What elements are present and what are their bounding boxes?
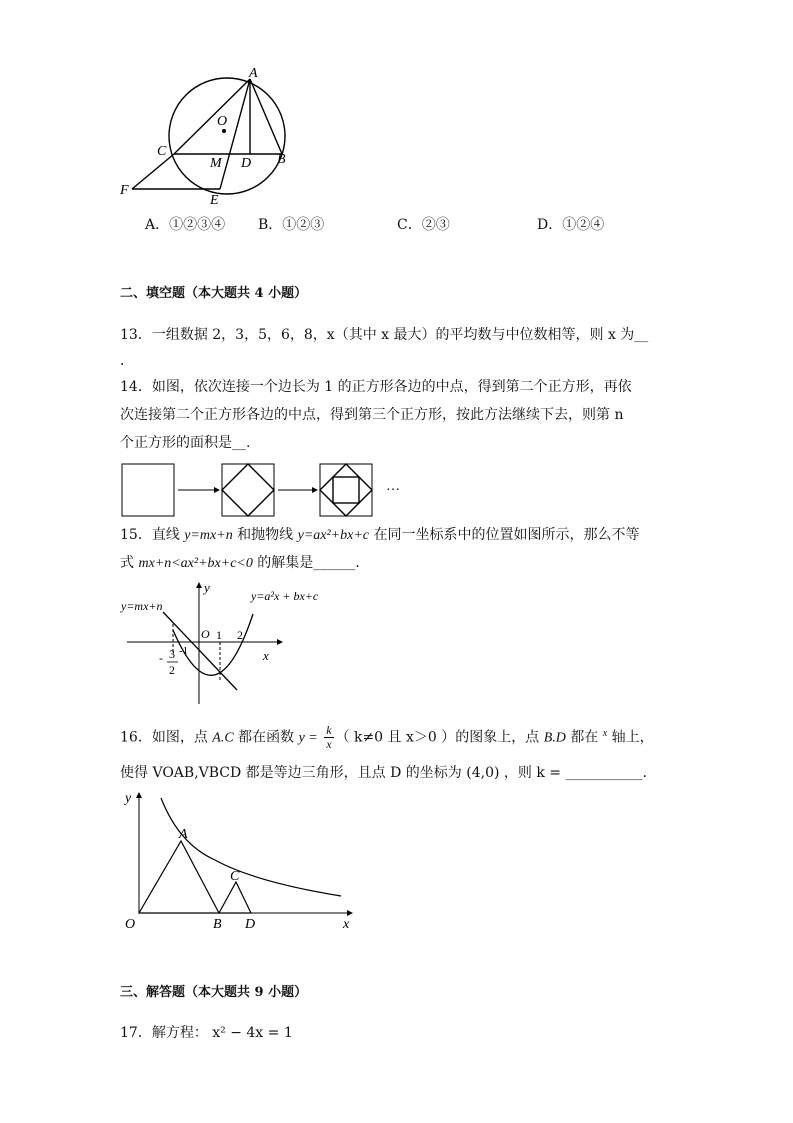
segment-fc — [132, 154, 174, 189]
tick-2: 2 — [237, 628, 243, 642]
nested-squares-figure — [118, 460, 418, 520]
ellipsis: ··· — [386, 483, 400, 498]
label-c: C — [230, 869, 240, 884]
section-2-heading: 二、填空题（本大题共 4 小题） — [120, 286, 308, 301]
label-o: O — [201, 627, 210, 641]
x-arrow — [277, 639, 283, 645]
label-b: B — [213, 917, 222, 932]
label-f: F — [120, 183, 129, 198]
q13-line2: ． — [120, 353, 134, 369]
q15-line1: 15．直线 y=mx+n 和抛物线 y=ax²+bx+c 在同一坐标系中的位置如图所示，那么不等 — [120, 527, 640, 543]
label-m: M — [210, 156, 222, 171]
q15-graph — [115, 578, 319, 708]
frac-sign: - — [159, 651, 163, 665]
label-a: A — [179, 827, 188, 842]
triangle-bcd — [219, 882, 251, 913]
tick-neg1: -1 — [179, 645, 189, 657]
tick-1: 1 — [216, 628, 222, 642]
arrow-2-head — [312, 487, 318, 493]
x-arrow — [347, 910, 353, 916]
frac-den: 2 — [169, 663, 175, 677]
label-o: O — [217, 114, 228, 129]
q13-line1: 13．一组数据 2，3，5，6，8，x（其中 x 最大）的平均数与中位数相等，则 x 为__ — [120, 327, 649, 343]
frac-num: 3 — [169, 647, 175, 661]
q16-line1: 16．如图，点 A.C 都在函数 y = $\frac{k}{x}$ （ k≠0 且 x＞0 ）的图象上，点 B.D 都在 $^x$ 轴上， — [120, 723, 654, 751]
label-c: C — [157, 144, 167, 159]
y-arrow — [196, 582, 202, 588]
option-a: A．①②③④ — [145, 217, 226, 233]
square-1 — [122, 464, 174, 516]
y-arrow — [136, 792, 142, 798]
label-x: x — [263, 648, 269, 663]
label-d: D — [241, 156, 252, 171]
square-3-mid — [320, 464, 372, 516]
arrow-1-head — [214, 487, 220, 493]
circle-o — [169, 78, 285, 194]
chord-ac — [174, 79, 250, 154]
circle-geometry-figure — [110, 62, 310, 210]
label-x: x — [343, 917, 350, 932]
label-line: y=mx+n — [121, 599, 163, 613]
triangle-oab — [139, 841, 219, 913]
label-y: y — [125, 791, 132, 806]
chord-ab — [250, 79, 282, 154]
label-a: A — [249, 66, 258, 81]
square-3 — [320, 464, 372, 516]
label-parabola: y=a²x + bx+c — [251, 589, 319, 603]
label-b: B — [277, 152, 286, 167]
section-3-heading: 三、解答题（本大题共 9 小题） — [120, 985, 308, 1000]
label-o: O — [125, 917, 136, 932]
q14-line1: 14．如图，依次连接一个边长为 1 的正方形各边的中点，得到第二个正方形，再依 — [120, 379, 632, 395]
hyperbola — [161, 798, 341, 896]
square-3-inner — [333, 477, 359, 503]
square-2-inner — [222, 464, 274, 516]
option-c: C．②③ — [397, 217, 450, 233]
q15-line2: 式 mx+n<ax²+bx+c<0 的解集是______. — [120, 555, 360, 571]
q14-line3: 个正方形的面积是__. — [120, 435, 251, 451]
q14-line2: 次连接第二个正方形各边的中点，得到第三个正方形，按此方法继续下去，则第 n — [120, 407, 624, 423]
label-e: E — [210, 193, 219, 208]
option-b: B．①②③ — [258, 217, 325, 233]
label-d: D — [245, 917, 256, 932]
q16-graph — [115, 786, 365, 936]
k-over-x: $\frac{k}{x}$ — [326, 723, 332, 751]
segment-ae — [220, 79, 250, 189]
label-y: y — [204, 580, 210, 595]
option-d: D．①②④ — [537, 217, 605, 233]
square-2 — [222, 464, 274, 516]
q16-line2: 使得 VOAB,VBCD 都是等边三角形，且点 D 的坐标为 (4,0) ，则 k = ___________. — [120, 765, 647, 781]
q17-text: 17．解方程： x² − 4x = 1 — [120, 1025, 293, 1041]
center-dot — [222, 129, 226, 133]
